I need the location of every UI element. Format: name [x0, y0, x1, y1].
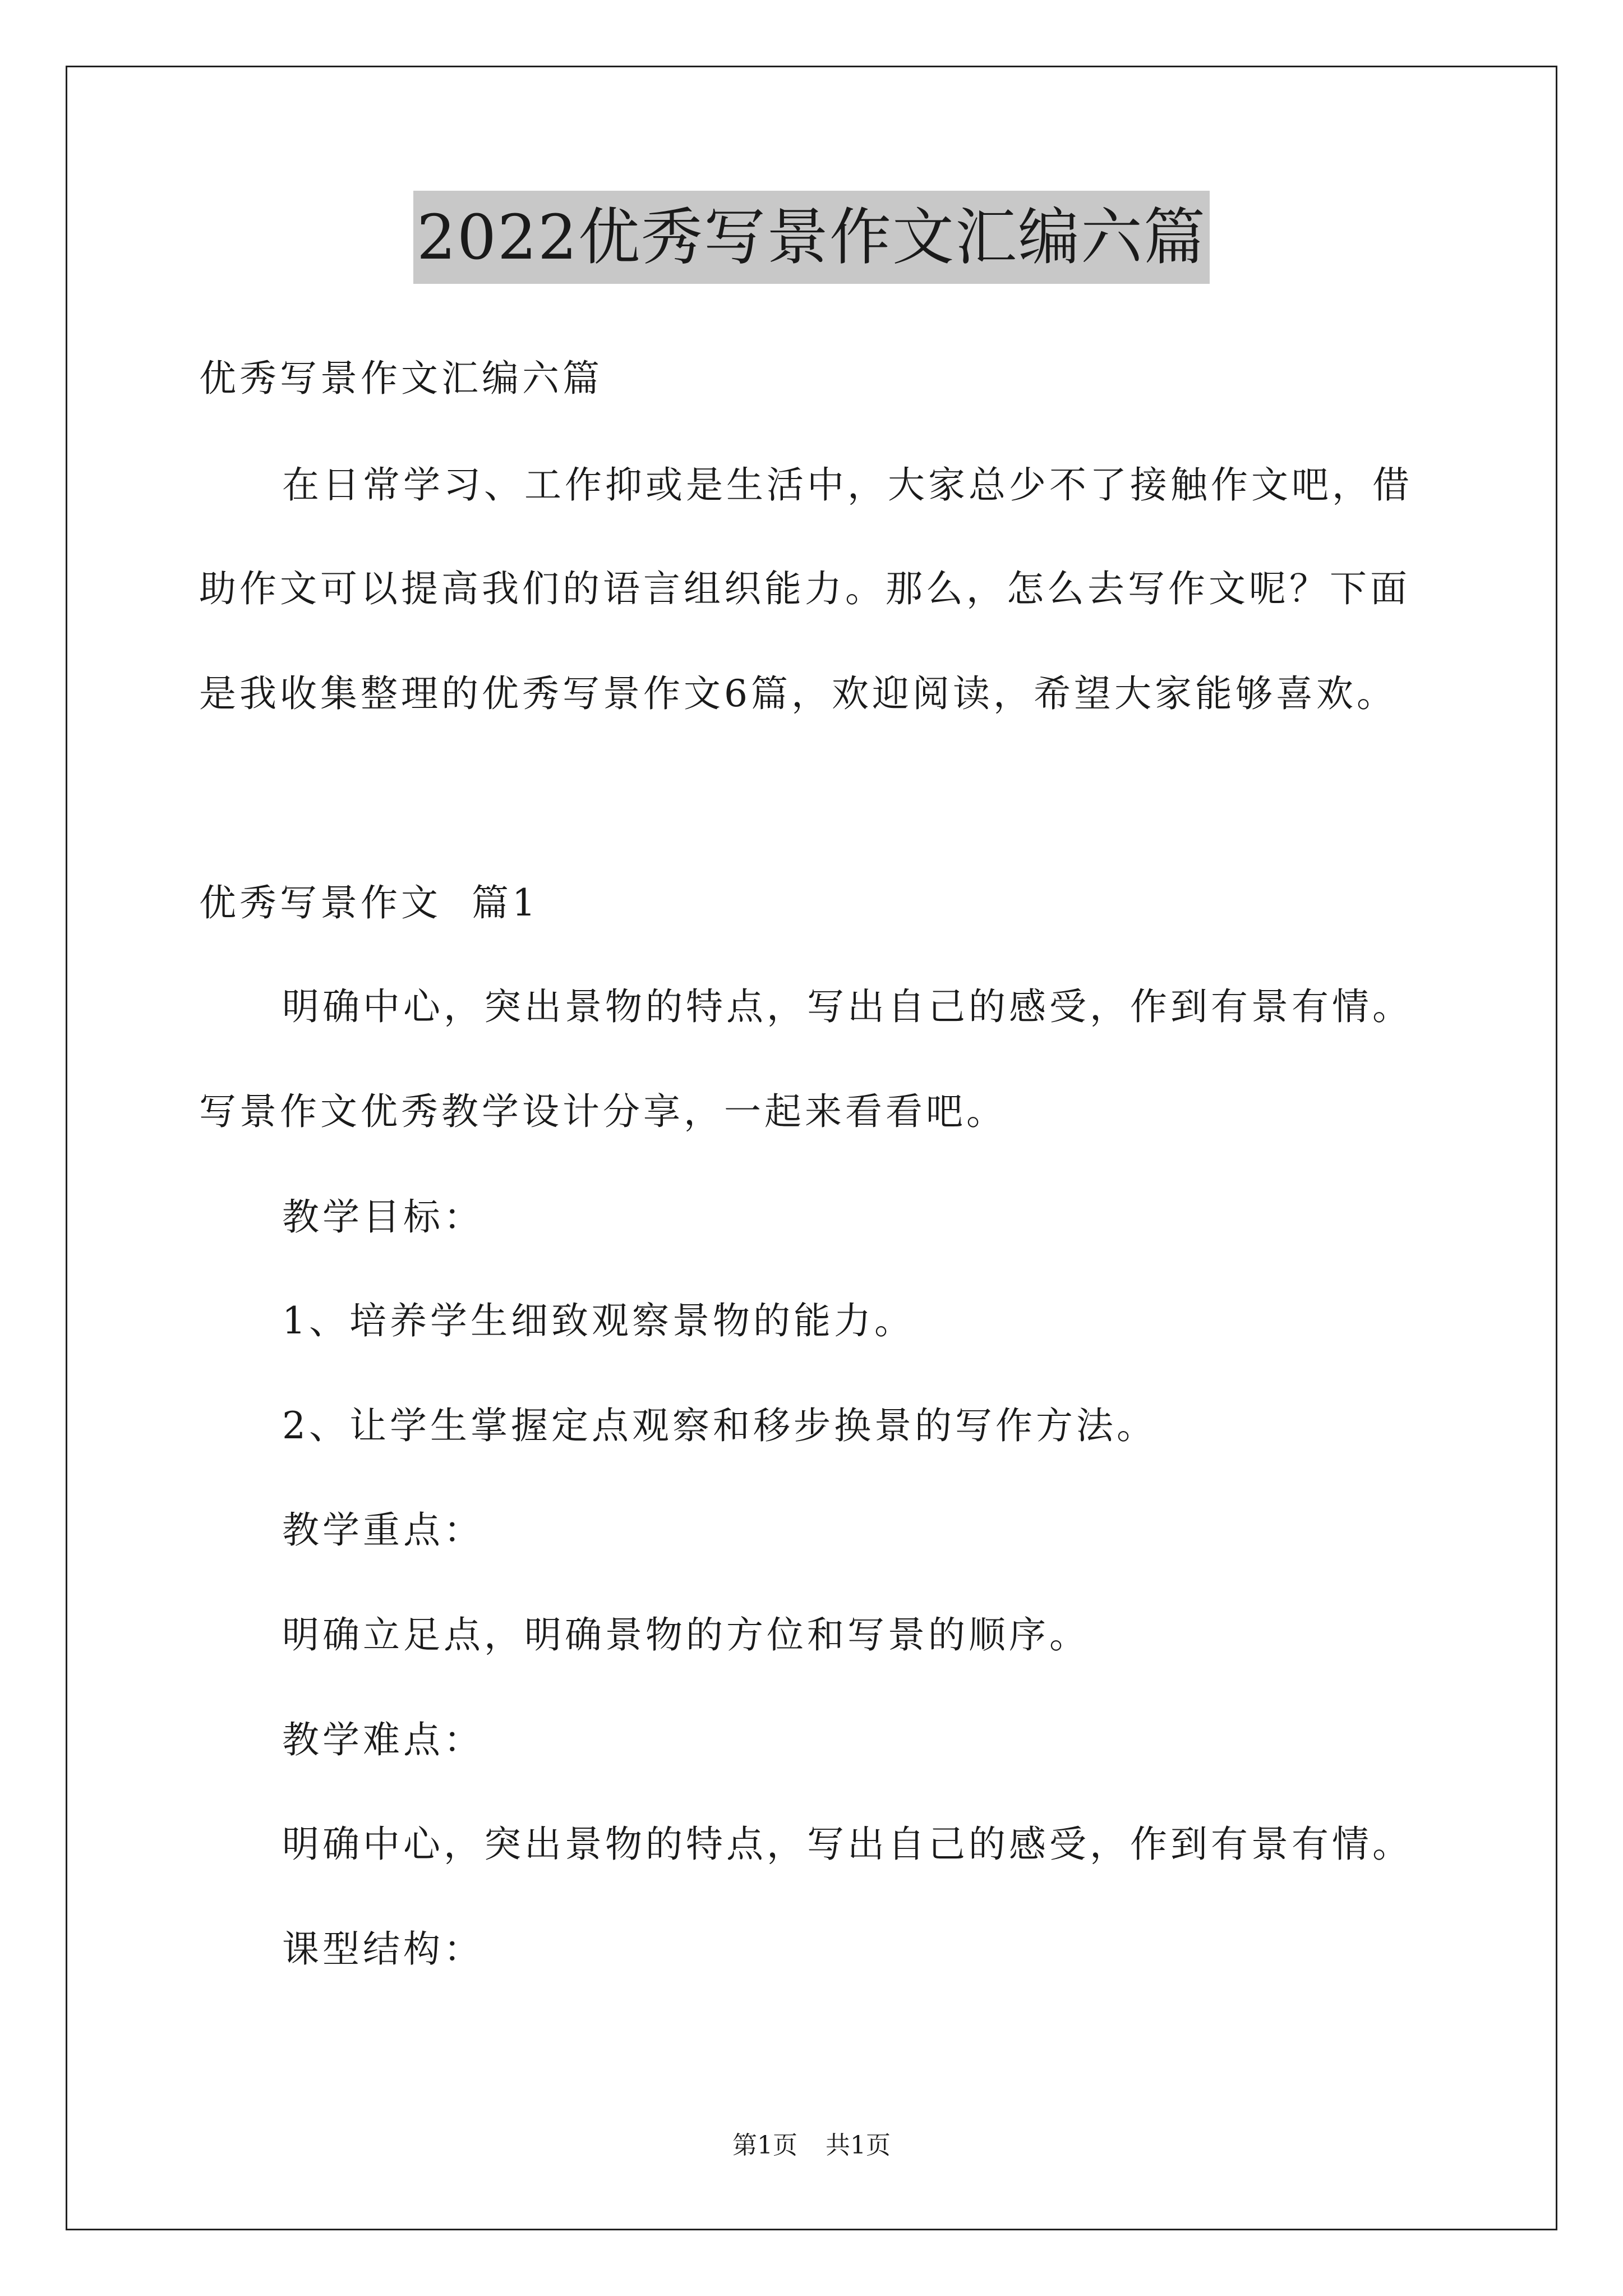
section-line-7: 明确立足点，明确景物的方位和写景的顺序。: [282, 1613, 1090, 1657]
intro-line-1: 在日常学习、工作抑或是生活中，大家总少不了接触作文吧，借: [282, 463, 1413, 507]
section-line-4: 1、培养学生细致观察景物的能力。: [282, 1299, 915, 1342]
page-number: 第1页: [732, 2131, 797, 2160]
intro-line-3: 是我收集整理的优秀写景作文6篇，欢迎阅读，希望大家能够喜欢。: [199, 672, 1397, 715]
section-line-3: 教学目标：: [282, 1195, 484, 1239]
section-line-1: 明确中心，突出景物的特点，写出自己的感受，作到有景有情。: [282, 985, 1413, 1028]
section-line-5: 2、让学生掌握定点观察和移步换景的写作方法。: [282, 1404, 1157, 1447]
section-heading: 优秀写景作文 篇1: [199, 881, 539, 924]
section-line-8: 教学难点：: [282, 1718, 484, 1761]
page-total: 共1页: [826, 2131, 891, 2160]
section-line-2: 写景作文优秀教学设计分享，一起来看看吧。: [199, 1090, 1007, 1133]
document-subtitle: 优秀写景作文汇编六篇: [199, 357, 603, 400]
document-title: 2022优秀写景作文汇编六篇: [413, 191, 1210, 284]
section-line-10: 课型结构：: [282, 1927, 484, 1971]
title-container: [0, 191, 1623, 284]
page-footer: [0, 2129, 1623, 2162]
intro-line-2: 助作文可以提高我们的语言组织能力。那么，怎么去写作文呢？下面: [199, 567, 1410, 610]
section-line-6: 教学重点：: [282, 1508, 484, 1552]
section-line-9: 明确中心，突出景物的特点，写出自己的感受，作到有景有情。: [282, 1823, 1413, 1866]
